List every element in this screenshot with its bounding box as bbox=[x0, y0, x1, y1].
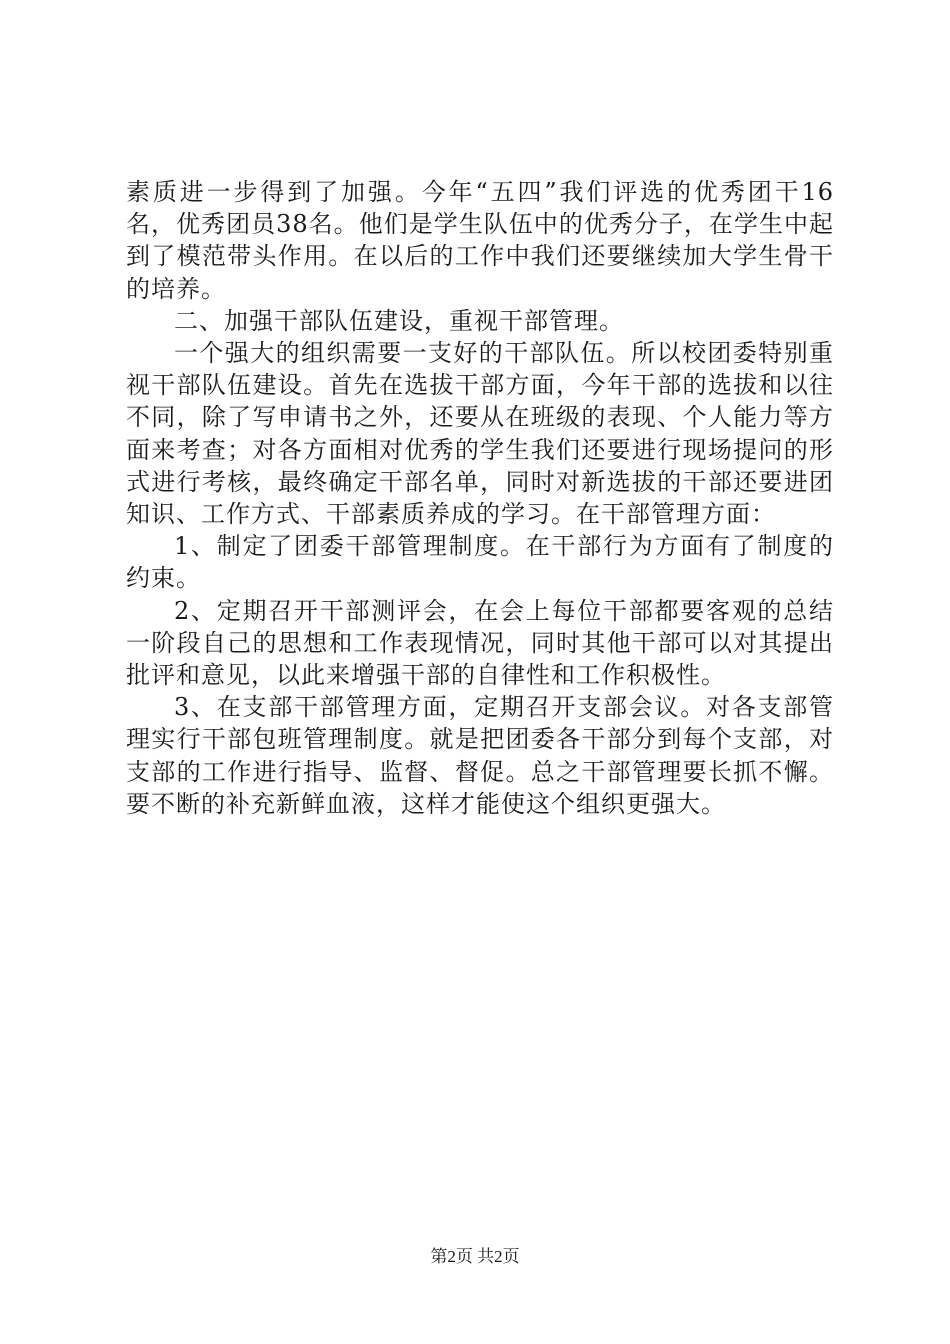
paragraph-1: 素质进一步得到了加强。今年“五四”我们评选的优秀团干16名，优秀团员38名。他们是学生队伍中的优秀分子，在学生中起到了模范带头作用。在以后的工作中我们还要继续加大学生骨干的培养。 bbox=[126, 178, 834, 303]
list-item-1: 1、制定了团委干部管理制度。在干部行为方面有了制度的约束。 bbox=[126, 532, 834, 593]
body-text bbox=[126, 176, 834, 820]
list-item-3: 3、在支部干部管理方面，定期召开支部会议。对各支部管理实行干部包班管理制度。就是把团委各干部分到每个支部，对支部的工作进行指导、监督、督促。总之干部管理要长抓不懈。要不断的补充新鲜血液，这样才能使这个组织更强大。 bbox=[126, 693, 834, 818]
section-heading-2: 二、加强干部队伍建设，重视干部管理。 bbox=[174, 306, 624, 335]
page-footer: 第2页 共2页 bbox=[430, 1247, 520, 1266]
paragraph-3: 一个强大的组织需要一支好的干部队伍。所以校团委特别重视干部队伍建设。首先在选拔干部方面，今年干部的选拔和以往不同，除了写申请书之外，还要从在班级的表现、个人能力等方面来考查；对各方面相对优秀的学生我们还要进行现场提问的形式进行考核，最终确定干部名单，同时对新选拔的干部还要进团知识、工作方式、干部素质养成的学习。在干部管理方面： bbox=[126, 339, 834, 529]
list-item-2: 2、定期召开干部测评会，在会上每位干部都要客观的总结一阶段自己的思想和工作表现情况，同时其他干部可以对其提出批评和意见，以此来增强干部的自律性和工作积极性。 bbox=[126, 596, 834, 690]
